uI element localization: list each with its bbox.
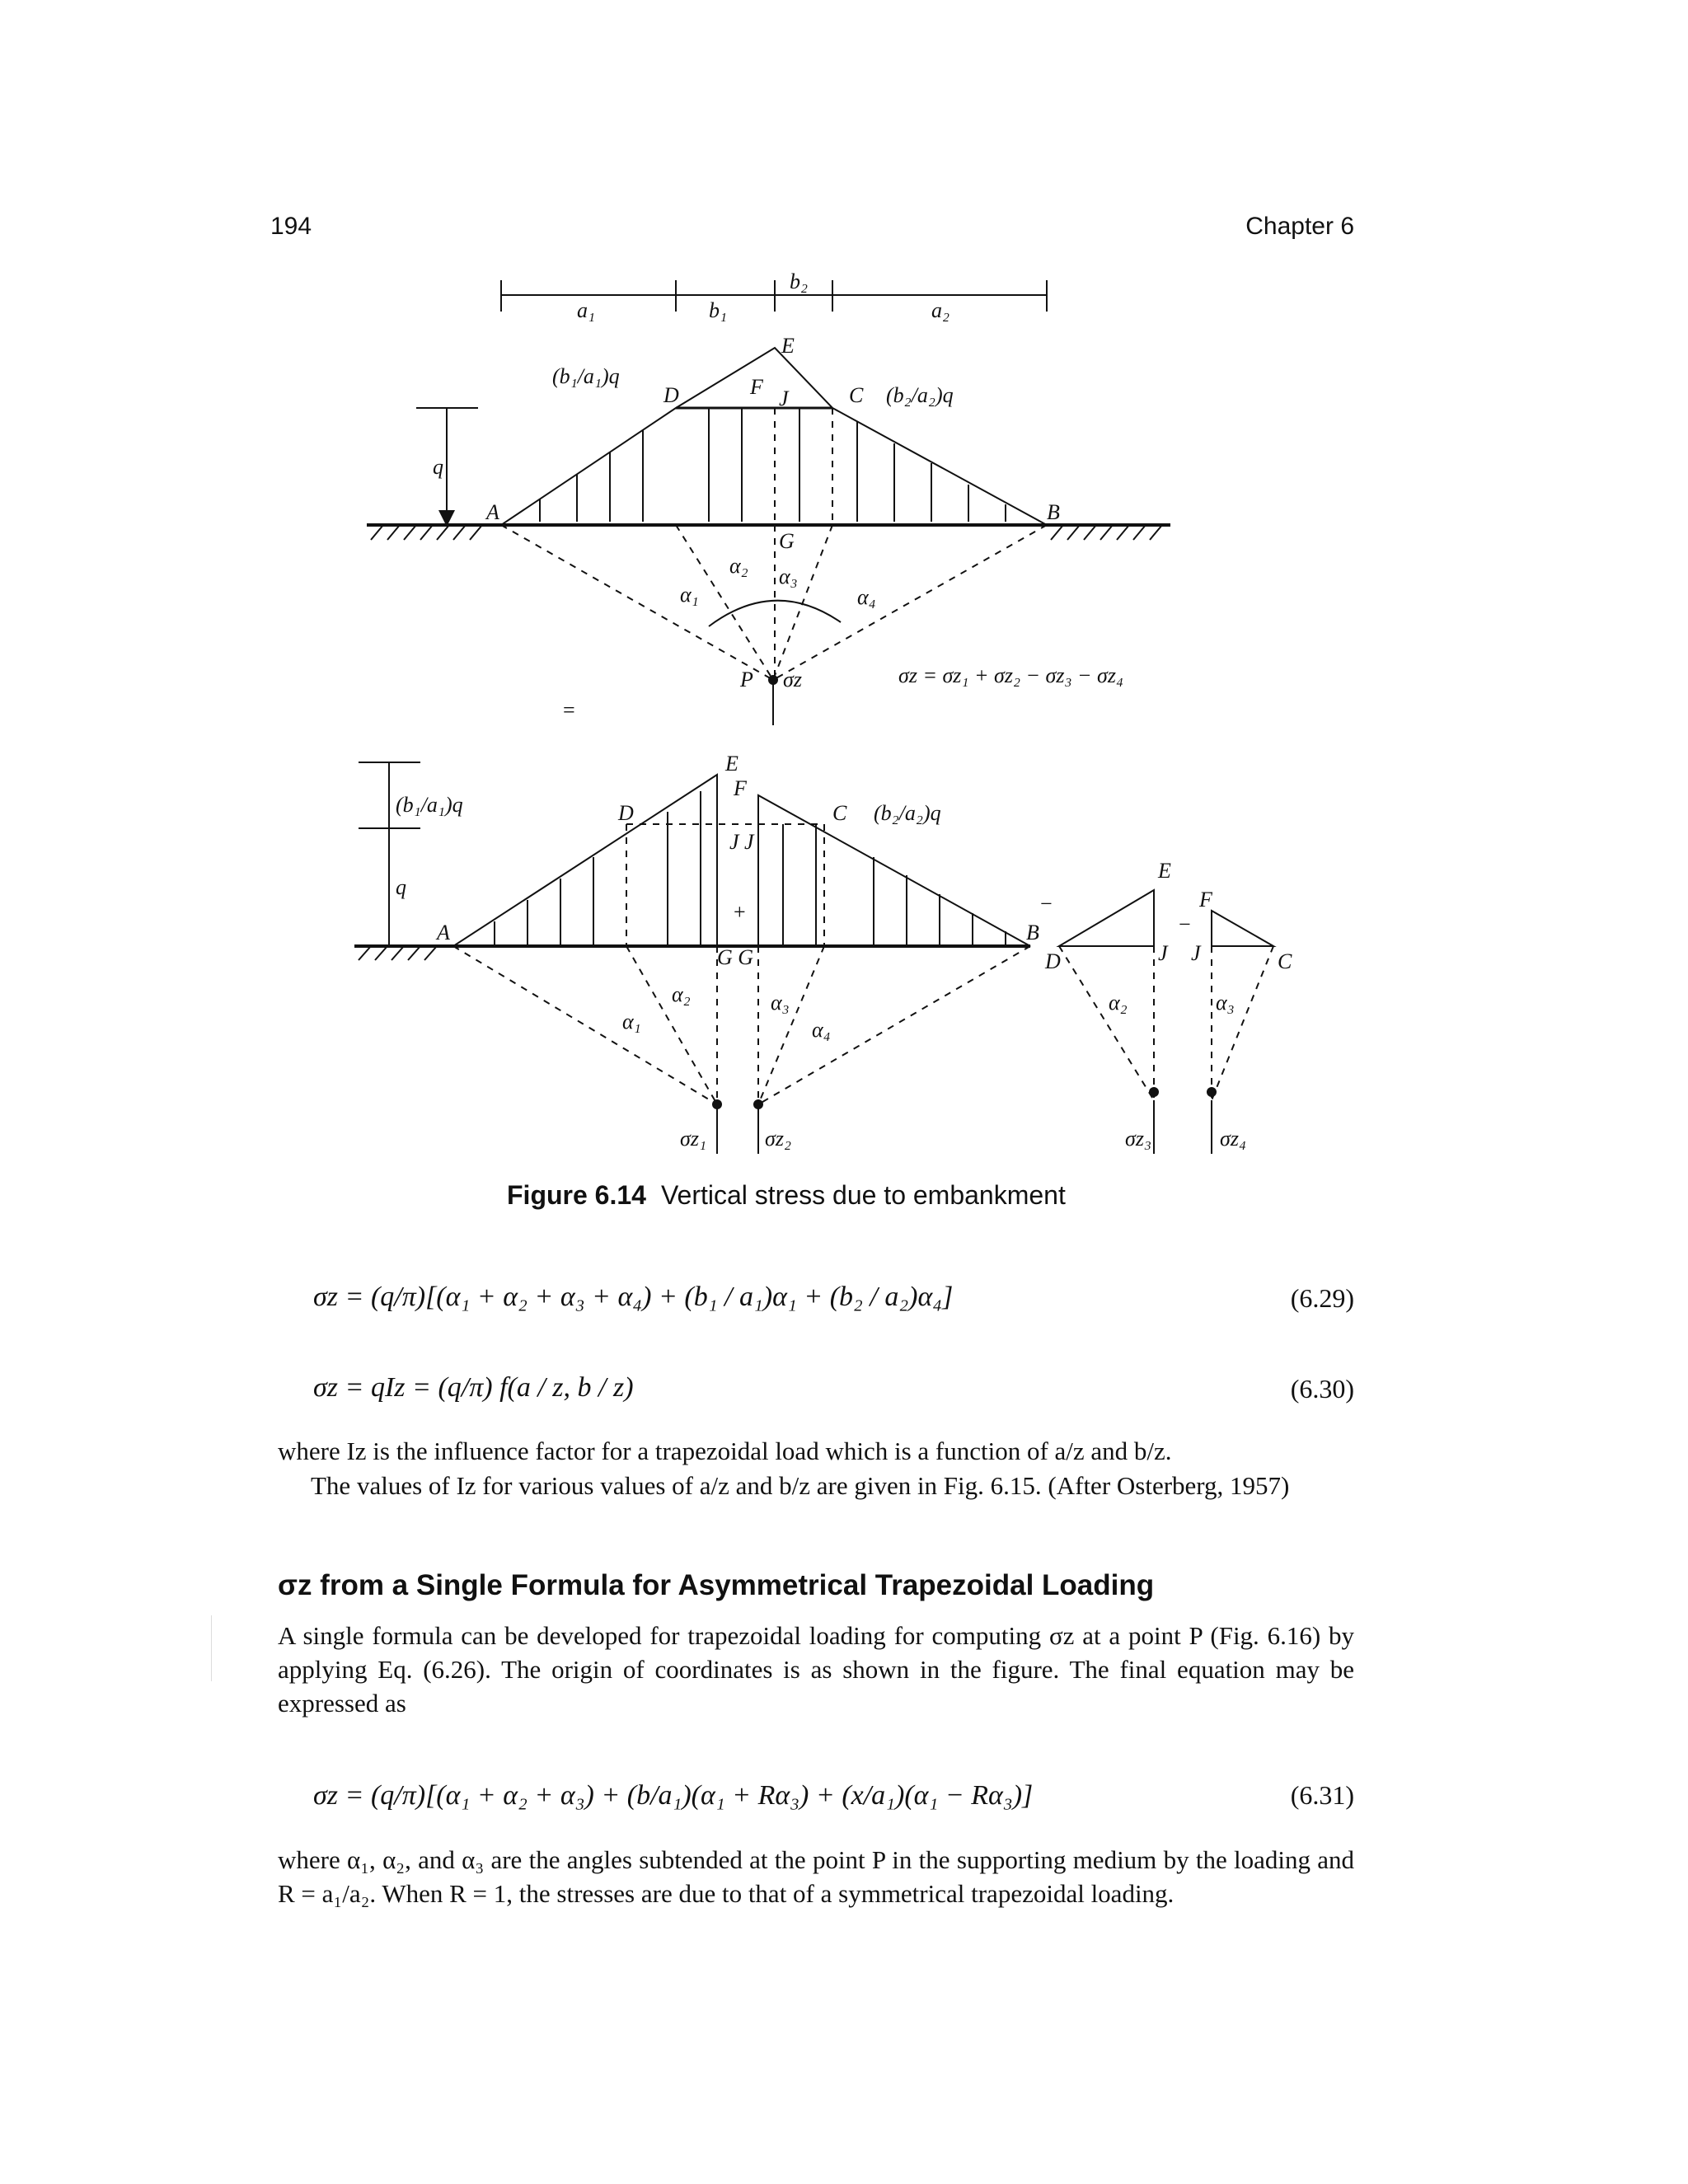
equation-6-31: σz = (q/π)[(α₁ + α₂ + α₃) + (b/a₁)(α₁ + Rα₃) + (x/a₁)(α₁ − Rα₃)] (313, 1780, 1034, 1811)
label-load-left: (b₁/a₁)q (552, 364, 620, 388)
label-D: D (663, 383, 679, 407)
label-F-2: F (734, 776, 747, 800)
label-F-3: F (1199, 888, 1212, 912)
label-q: q (433, 455, 443, 479)
figure-caption (507, 1180, 1066, 1211)
label-C: C (849, 383, 864, 407)
figure-caption-text: Vertical stress due to embankment (660, 1180, 1066, 1210)
label-sigma-z1: σz₁ (680, 1127, 706, 1151)
label-GG: G G (717, 945, 754, 969)
minus-sign-2: − (1179, 912, 1191, 936)
label-J: J (779, 387, 789, 410)
label-E-2: E (725, 752, 738, 776)
label-F: F (750, 375, 763, 399)
label-sigma-z4: σz₄ (1220, 1127, 1246, 1151)
equation-6-29: σz = (q/π)[(α₁ + α₂ + α₃ + α₄) + (b₁ / a₁)α₁ + (b₂ / a₂)α₄] (313, 1282, 954, 1312)
label-J-4: J (1191, 941, 1201, 965)
label-alpha1-2: α₁ (622, 1010, 641, 1033)
label-E-3: E (1158, 859, 1171, 883)
label-load-right: (b₂/a₂)q (886, 383, 954, 407)
paragraph-angles: where α₁, α₂, and α₃ are the angles subtended at the point P in the supporting medium by the loading and R = a₁/a₂. When R = 1, the stresses are due to that of a symmetrical trapezoidal loading. (278, 1845, 1354, 1908)
label-sigma-z2: σz₂ (765, 1127, 791, 1151)
equation-number-6-29: (6.29) (1290, 1283, 1354, 1313)
equation-6-30: σz = qIz = (q/π) f(a / z, b / z) (313, 1372, 634, 1403)
minus-sign-1: − (1040, 892, 1053, 916)
label-B: B (1047, 500, 1060, 524)
label-JJ: J J (729, 830, 754, 854)
label-load-left-2: (b₁/a₁)q (396, 793, 463, 817)
paragraph-values: The values of Iz for various values of a/z and b/z are given in Fig. 6.15. (After Osterberg, 1957) (311, 1471, 1290, 1500)
label-B-2: B (1026, 921, 1039, 944)
figure-number: Figure 6.14 (507, 1180, 646, 1210)
label-A-2: A (437, 921, 450, 944)
label-alpha4-2: α₄ (812, 1018, 831, 1042)
label-sigma-z3: σz₃ (1125, 1127, 1151, 1151)
label-G: G (779, 529, 795, 553)
chapter-title: Chapter 6 (1245, 213, 1354, 240)
label-alpha3-3: α₃ (1216, 991, 1235, 1015)
label-alpha2-2: α₂ (672, 982, 691, 1006)
label-alpha3-2: α₃ (771, 991, 790, 1015)
label-b1: b₁ (709, 298, 728, 322)
label-alpha3: α₃ (779, 565, 798, 588)
label-A: A (486, 500, 499, 524)
margin-rule (211, 1615, 212, 1681)
equation-number-6-31: (6.31) (1290, 1780, 1354, 1810)
label-E: E (781, 334, 795, 358)
label-C-2: C (832, 801, 847, 825)
label-a1: a₁ (577, 298, 596, 322)
label-D-2: D (618, 801, 634, 825)
label-q-2: q (396, 875, 406, 899)
label-C-3: C (1278, 949, 1292, 973)
label-b2: b₂ (790, 269, 809, 293)
label-alpha2-3: α₂ (1109, 991, 1128, 1015)
superposition-formula: σz = σz₁ + σz₂ − σz₃ − σz₄ (898, 663, 1124, 687)
label-D-3: D (1045, 949, 1061, 973)
label-sigma-z: σz (783, 668, 802, 691)
section-heading: σz from a Single Formula for Asymmetrical Trapezoidal Loading (278, 1569, 1155, 1601)
paragraph-single-formula: A single formula can be developed for trapezoidal loading for computing σz at a point P (Fig. 6.16) by applying Eq. (6.26). The origin of coordinates is as shown in the figure. The final equation may be expressed as (278, 1621, 1354, 1718)
page-number: 194 (270, 213, 312, 240)
plus-sign: + (734, 900, 746, 924)
label-load-right-2: (b₂/a₂)q (874, 801, 941, 825)
equation-number-6-30: (6.30) (1290, 1374, 1354, 1404)
label-P: P (740, 668, 753, 691)
label-alpha4: α₄ (857, 585, 876, 609)
label-J-3: J (1158, 941, 1168, 965)
paragraph-influence-factor: where Iz is the influence factor for a trapezoidal load which is a function of a/z and b/z. (278, 1436, 1172, 1465)
label-alpha1: α₁ (680, 583, 699, 607)
label-a2: a₂ (931, 298, 950, 322)
equals-sign: = (563, 698, 575, 722)
label-alpha2: α₂ (729, 554, 748, 578)
